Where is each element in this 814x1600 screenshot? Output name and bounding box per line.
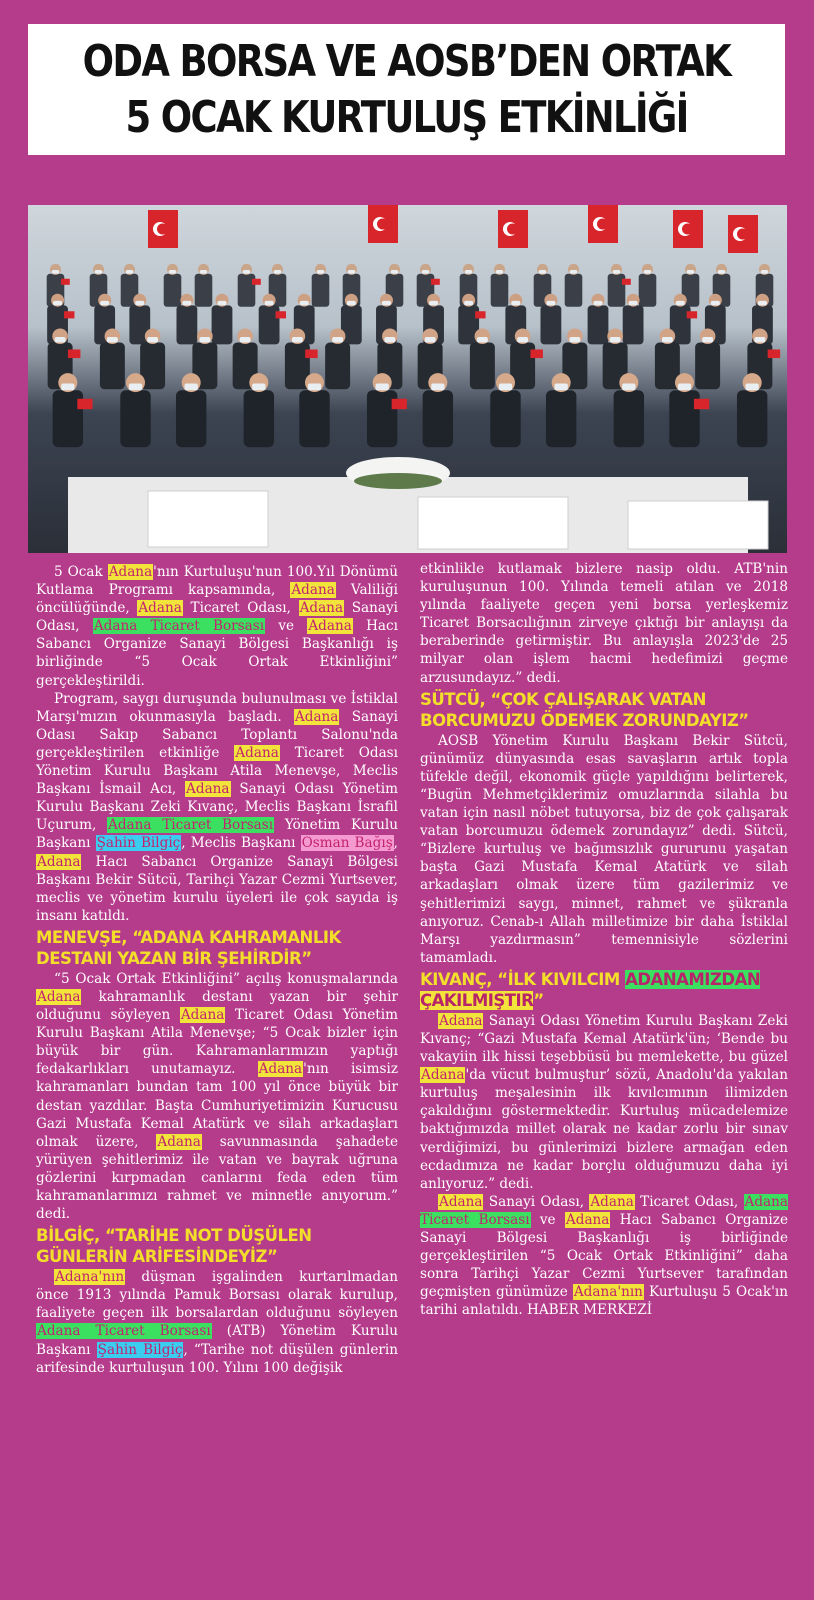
- flower-leaves: [354, 473, 442, 489]
- hand-flag: [68, 350, 80, 359]
- person-body: [176, 305, 197, 344]
- headline-line-2: 5 OCAK KURTULUŞ ETKİNLİĞİ: [125, 91, 688, 143]
- highlighted-text: Adana: [157, 1133, 201, 1150]
- face-mask: [300, 301, 309, 306]
- person-body: [299, 390, 329, 447]
- hand-flag: [431, 279, 440, 285]
- flag-crescent-cut: [377, 219, 388, 230]
- hand-flag: [252, 279, 261, 285]
- flag-crescent-cut: [597, 219, 608, 230]
- paragraph: Adana Sanayi Odası, Adana Ticaret Odası, Adana Ticaret Borsası ve Adana Hacı Sabancı Organize Sanayi Bölgesi Başkanlığı iş birliğinde gerçekleştirilen “5 Ocak Ortak Etkinliğini” daha sonra Tarihçi Yazar Cezmi Yurtsever tarafından geçmişten günümüze Adana'nın Kurtuluşu 5 Ocak'ın tarihi anlatıldı. HABER MERKEZİ: [420, 1193, 788, 1319]
- face-mask: [61, 384, 74, 391]
- face-mask: [348, 270, 356, 274]
- flag-crescent-cut: [507, 224, 518, 235]
- hand-flag: [475, 311, 485, 318]
- face-mask: [555, 384, 568, 391]
- face-mask: [252, 384, 265, 391]
- face-mask: [169, 270, 177, 274]
- face-mask: [496, 270, 504, 274]
- hand-flag: [305, 350, 317, 359]
- audience-illustration: [28, 205, 787, 553]
- highlighted-text: Adana Ticaret Borsası: [93, 618, 265, 635]
- highlighted-text: Adana Ticaret Borsası: [37, 1323, 211, 1340]
- highlighted-text: ADANAMIZDAN: [625, 969, 761, 989]
- face-mask: [569, 337, 580, 342]
- face-mask: [593, 301, 602, 306]
- highlighted-text: Adana: [421, 1067, 465, 1084]
- face-mask: [95, 270, 103, 274]
- face-mask: [746, 384, 759, 391]
- face-mask: [477, 337, 488, 342]
- face-mask: [610, 337, 621, 342]
- face-mask: [100, 301, 109, 306]
- face-mask: [274, 270, 282, 274]
- face-mask: [711, 301, 720, 306]
- flag-crescent-cut: [737, 229, 748, 240]
- hand-flag: [77, 399, 92, 409]
- highlighted-text: Adana: [37, 853, 81, 870]
- highlighted-text: Osman Bağış: [301, 835, 393, 852]
- person-body: [737, 390, 767, 447]
- person-body: [325, 342, 350, 389]
- highlighted-text: Adana: [308, 618, 352, 635]
- paragraph: Program, saygı duruşunda bulunulması ve İstiklal Marşı'mızın okunmasıyla başladı. Adana Sanayi Odası Sakıp Sabancı Toplantı Salonu'nda gerçekleştirilen etkinliğe Adana Ticaret Odası Yönetim Kurulu Başkanı Atila Menevşe, Meclis Başkanı İsmail Acı, Adana Sanayi Odası Yönetim Kurulu Başkanı Zeki Kıvanç, Meclis Başkanı İsrafil Uçurum, Adana Ticaret Borsası Yönetim Kurulu Başkanı Şahin Bilgiç, Meclis Başkanı Osman Bağış, Adana Hacı Sabancı Organize Sanayi Bölgesi Başkanı Bekir Sütcü, Tarihçi Yazar Cezmi Yurtsever, meclis ve yönetim kurulu üyeleri ile çok sayıda iş insanı katıldı.: [36, 690, 398, 924]
- highlighted-text: Adana: [37, 988, 81, 1005]
- person-body: [312, 274, 330, 307]
- headline-box: [28, 24, 785, 155]
- face-mask: [517, 337, 528, 342]
- face-mask: [308, 384, 321, 391]
- face-mask: [687, 270, 695, 274]
- paragraph: “5 Ocak Ortak Etkinliğini” açılış konuşmalarında Adana kahramanlık destanı yazan bir şehir olduğunu söyleyen Adana Ticaret Odası Yönetim Kurulu Başkanı Atila Menevşe; “5 Ocak bizler için büyük bir gün. Kahramanlarımızın yaptığı fedakarlıkları unutamayız. Adana'nın isimsiz kahramanları bundan tam 100 yıl önce büyük bir destan yazdılar. Başta Cumhuriyetimizin Kurucusu Gazi Mustafa Kemal Atatürk ve silah arkadaşları olmak üzere, Adana savunmasında şahadete yürüyen şehitlerimiz ile vatan ve bayrak uğruna gözlerini kırpmadan canlarını feda eden tüm kahramanlarımızı rahmet ve minnetle anıyorum.” dedi.: [36, 970, 399, 1223]
- highlighted-text: Adana Ticaret Borsası: [108, 817, 274, 834]
- face-mask: [332, 337, 343, 342]
- face-mask: [135, 301, 144, 306]
- face-mask: [376, 384, 389, 391]
- face-mask: [422, 270, 430, 274]
- highlighted-text: Adana'nın: [573, 1284, 643, 1301]
- face-mask: [754, 337, 765, 342]
- paragraph: etkinlikle kutlamak bizlere nasip oldu. ATB'nin kuruluşunun 100. Yılında temeli atılan ve 2018 yılında faaliyete geçen yeni borsa yerleşkemiz Ticaret Borsacılığının zirveye çıktığı bir anlayışı da beraberinde getirmiştir. Bu anlayışla 2023'de 25 milyar olan işlem hacmi hedefimizi geçme arzusundayız.” dedi.: [420, 561, 788, 686]
- highlighted-text: Adana: [439, 1012, 483, 1029]
- face-mask: [53, 301, 62, 306]
- person-body: [212, 305, 233, 344]
- face-mask: [662, 337, 673, 342]
- paragraph: Adana'nın düşman işgalinden kurtarılmadan önce 1913 yılında Pamuk Borsası olarak kurulup, faaliyete geçen ilk borsalardan olduğunu söyleyen Adana Ticaret Borsası (ATB) Yönetim Kurulu Başkanı Şahin Bilgiç, “Tarihe not düşülen günlerin arifesinde kurtuluşun 100. Yılını 100 değişik: [36, 1269, 399, 1376]
- right-column: [420, 560, 788, 1319]
- highlighted-text: Adana: [108, 564, 153, 580]
- face-mask: [126, 270, 134, 274]
- face-mask: [185, 384, 198, 391]
- face-mask: [107, 337, 118, 342]
- face-mask: [546, 301, 555, 306]
- highlighted-text: Adana: [294, 708, 339, 725]
- highlighted-text: Adana: [180, 1007, 225, 1024]
- face-mask: [391, 270, 399, 274]
- flag-crescent-cut: [157, 224, 168, 235]
- headline-line-1: ODA BORSA VE AOSB’DEN ORTAK: [82, 35, 731, 87]
- face-mask: [182, 301, 191, 306]
- paragraph: Adana Sanayi Odası Yönetim Kurulu Başkanı Zeki Kıvanç; “Gazi Mustafa Kemal Atatürk'ün; ‘Bende bu vakayiin ilk hissi teşebbüsü bu memlekette, bu güzel Adana'da vücut bulmuştur’ sözü, Anadolu'da yakılan kurtuluş meşalesinin ilk kıvılcımının ilimizden çakıldığını göstermektedir. Kurtuluş mücadelemize baktığımızda millet olarak ne kadar zorlu bir sınav verdiğimizi, bu günlerimizi bizlere armağan eden ecdadımıza ne kadar borçlu olduğumuzu daha iyi anlıyoruz.” dedi.: [420, 1012, 788, 1192]
- highlighted-text: Adana: [439, 1193, 483, 1210]
- subheading: SÜTCÜ, “ÇOK ÇALIŞARAK VATAN BORCUMUZU ÖDEMEK ZORUNDAYIZ”: [420, 689, 749, 730]
- highlighted-text: Şahin Bilgiç: [96, 835, 181, 852]
- face-mask: [644, 270, 652, 274]
- face-mask: [718, 270, 726, 274]
- face-mask: [147, 337, 158, 342]
- highlighted-text: Adana: [565, 1211, 610, 1228]
- person-body: [164, 274, 182, 307]
- event-photo: [28, 205, 787, 553]
- person-body: [120, 390, 150, 447]
- left-column: [36, 563, 398, 1377]
- person-body: [195, 274, 213, 307]
- subheading: MENEVŞE, “ADANA KAHRAMANLIK DESTANI YAZAN BİR ŞEHİRDİR”: [36, 927, 341, 968]
- face-mask: [570, 270, 578, 274]
- person-body: [491, 274, 509, 307]
- face-mask: [464, 301, 473, 306]
- face-mask: [539, 270, 547, 274]
- face-mask: [629, 301, 638, 306]
- face-mask: [382, 301, 391, 306]
- face-mask: [676, 301, 685, 306]
- face-mask: [702, 337, 713, 342]
- face-mask: [317, 270, 325, 274]
- hand-flag: [687, 311, 697, 318]
- face-mask: [622, 384, 635, 391]
- face-mask: [511, 301, 520, 306]
- face-mask: [761, 270, 769, 274]
- face-mask: [55, 337, 66, 342]
- paragraph: 5 Ocak Adana'nın Kurtuluşu'nun 100.Yıl Dönümü Kutlama Programı kapsamında, Adana Valiliği öncülüğünde, Adana Ticaret Odası, Adana Sanayi Odası, Adana Ticaret Borsası ve Adana Hacı Sabancı Organize Sanayi Bölgesi Başkanlığı iş birliğinde “5 Ocak Ortak Etkinliğini” gerçekleştirildi.: [36, 564, 399, 689]
- face-mask: [425, 337, 436, 342]
- face-mask: [52, 270, 60, 274]
- person-body: [588, 305, 609, 344]
- person-body: [470, 342, 495, 389]
- subheading: BİLGİÇ, “TARİHE NOT DÜŞÜLEN GÜNLERİN ARİFESİNDEYİZ”: [36, 1226, 312, 1267]
- person-body: [639, 274, 657, 307]
- name-plate: [628, 501, 768, 549]
- highlighted-text: Adana: [138, 600, 182, 617]
- hand-flag: [64, 311, 74, 318]
- face-mask: [199, 337, 210, 342]
- face-mask: [240, 337, 251, 342]
- face-mask: [243, 270, 251, 274]
- face-mask: [758, 301, 767, 306]
- face-mask: [292, 337, 303, 342]
- highlighted-text: Adana: [291, 582, 335, 599]
- paragraph: AOSB Yönetim Kurulu Başkanı Bekir Sütcü, günümüz dünyasında esas savaşların artık topla tüfekle değil, ekonomik güçle yapıldığını belirterek, “Bugün Mehmetçiklerimiz omuzlarında silahla bu vatan için nasıl nöbet tutuyorsa, biz de çok çalışarak vatan borcumuzu ödemek zorundayız” dedi. Sütcü, “Bizlere kurtuluş ve bağımsızlık gururunu yaşatan başta Gazi Mustafa Kemal Atatürk ve silah arkadaşları olmak üzere tüm gazilerimiz ve şehitlerimizi saygı, minnet, rahmet ve şükranla anıyoruz. Cenab-ı Allah milletimize bir daha İstiklal Marşı yazdırmasın” temennisiyle sözlerini tamamladı.: [420, 732, 788, 966]
- name-plate: [418, 497, 568, 549]
- person-body: [695, 342, 720, 389]
- face-mask: [384, 337, 395, 342]
- flag-crescent-cut: [682, 224, 693, 235]
- person-body: [614, 390, 644, 447]
- highlighted-text: Şahin Bilgiç: [97, 1341, 183, 1358]
- highlighted-text: Adana: [590, 1193, 634, 1210]
- hand-flag: [694, 399, 709, 409]
- person-body: [244, 390, 274, 447]
- highlighted-text: Adana: [299, 600, 344, 617]
- hand-flag: [61, 279, 70, 285]
- face-mask: [465, 270, 473, 274]
- person-body: [490, 390, 520, 447]
- highlighted-text: Adana: [235, 744, 279, 761]
- face-mask: [347, 301, 356, 306]
- person-body: [565, 274, 583, 307]
- name-plate: [148, 491, 268, 547]
- face-mask: [200, 270, 208, 274]
- person-body: [540, 305, 561, 344]
- hand-flag: [392, 399, 407, 409]
- face-mask: [678, 384, 691, 391]
- person-body: [623, 305, 644, 344]
- face-mask: [499, 384, 512, 391]
- face-mask: [129, 384, 142, 391]
- face-mask: [431, 384, 444, 391]
- highlighted-text: Adana Ticaret Borsası: [420, 1193, 788, 1228]
- person-body: [176, 390, 206, 447]
- hand-flag: [530, 350, 542, 359]
- face-mask: [217, 301, 226, 306]
- hand-flag: [768, 350, 780, 359]
- person-body: [100, 342, 125, 389]
- subheading: KIVANÇ, “İLK KIVILCIM ADANAMIZDAN ÇAKILMIŞTIR”: [420, 969, 761, 1010]
- person-body: [546, 390, 576, 447]
- hand-flag: [622, 279, 631, 285]
- highlighted-text: Adana'nın: [55, 1269, 125, 1286]
- highlighted-text: Adana: [258, 1061, 303, 1078]
- hand-flag: [276, 311, 286, 318]
- face-mask: [265, 301, 274, 306]
- person-body: [423, 390, 453, 447]
- highlighted-text: ÇAKILMIŞTIR: [420, 990, 534, 1010]
- face-mask: [429, 301, 438, 306]
- highlighted-text: Adana: [186, 781, 230, 798]
- face-mask: [613, 270, 621, 274]
